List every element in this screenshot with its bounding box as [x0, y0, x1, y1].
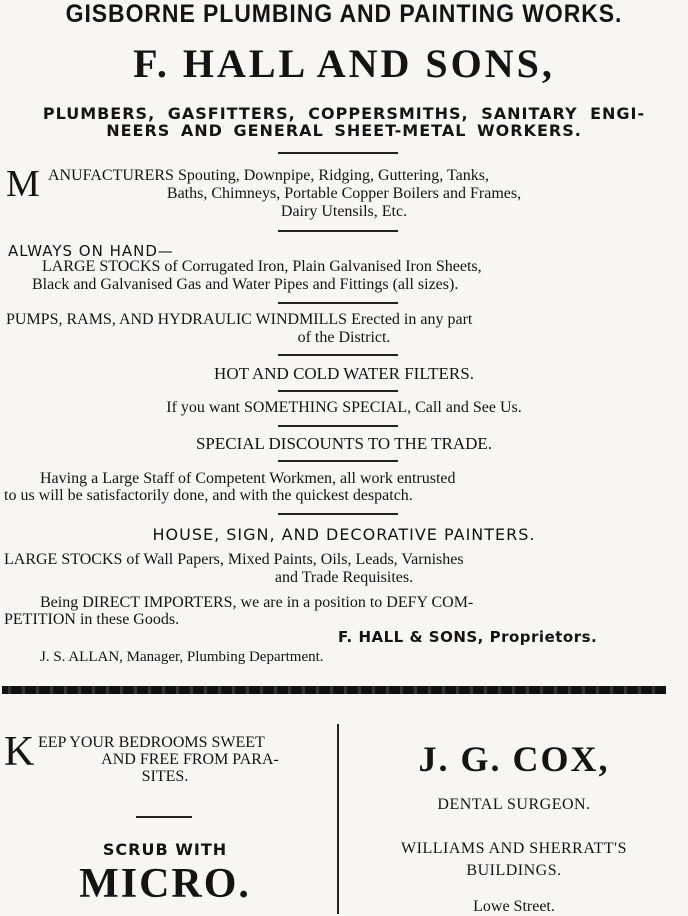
divider — [278, 302, 398, 304]
staff-line-2: to us will be satisfactorily done, and with the quickest despatch. — [4, 487, 413, 504]
stocks-line-2: Black and Galvanised Gas and Water Pipes and Fittings (all sizes). — [32, 276, 459, 293]
wallpapers-line-1: LARGE STOCKS of Wall Papers, Mixed Paints, Oils, Leads, Varnishes — [4, 551, 464, 568]
staff-line-1: Having a Large Staff of Competent Workmen, all work entrusted — [40, 470, 456, 487]
manufacturers-line-2: Baths, Chimneys, Portable Copper Boilers and Frames, — [166, 185, 522, 202]
address-line-1: WILLIAMS AND SHERRATT'S — [401, 840, 627, 857]
trades-line-1: PLUMBERS, GASFITTERS, COPPERSMITHS, SANITARY ENGI- — [42, 104, 646, 123]
manager-line: J. S. ALLAN, Manager, Plumbing Department. — [40, 649, 324, 665]
dentist-title: DENTAL SURGEON. — [437, 796, 591, 813]
trades-line-2: NEERS AND GENERAL SHEET-METAL WORKERS. — [106, 121, 582, 140]
always-on-hand: ALWAYS ON HAND— — [8, 242, 174, 260]
pumps-line-2: of the District. — [297, 329, 391, 346]
micro-line-3: SITES. — [141, 768, 189, 785]
painters-heading: HOUSE, SIGN, AND DECORATIVE PAINTERS. — [152, 525, 536, 544]
divider — [278, 354, 398, 356]
ad-heading: GISBORNE PLUMBING AND PAINTING WORKS. — [65, 0, 623, 28]
importers-line-1: Being DIRECT IMPORTERS, we are in a position to DEFY COM- — [40, 594, 474, 611]
micro-line-1: EEP YOUR BEDROOMS SWEET — [38, 734, 265, 751]
street: Lowe Street. — [473, 898, 555, 915]
water-filters: HOT AND COLD WATER FILTERS. — [214, 364, 474, 383]
trade-discounts: SPECIAL DISCOUNTS TO THE TRADE. — [195, 434, 493, 453]
manufacturers-line-1: ANUFACTURERS Spouting, Downpipe, Ridging, Guttering, Tanks, — [48, 167, 489, 184]
importers-line-2: PETITION in these Goods. — [4, 611, 180, 628]
divider — [278, 152, 398, 154]
divider — [278, 390, 398, 392]
divider — [278, 460, 398, 462]
manufacturers-line-3: Dairy Utensils, Etc. — [280, 203, 408, 220]
dentist-name: J. G. COX, — [418, 739, 610, 779]
divider — [278, 513, 398, 515]
stocks-line-1: LARGE STOCKS of Corrugated Iron, Plain Galvanised Iron Sheets, — [42, 258, 482, 275]
drop-cap-k: K — [4, 729, 35, 775]
address-line-2: BUILDINGS. — [466, 862, 562, 879]
drop-cap-m: M — [6, 163, 40, 205]
divider — [278, 230, 398, 232]
firm-name: F. HALL AND SONS, — [133, 41, 555, 86]
section-separator — [2, 686, 666, 694]
scrub-with: SCRUB WITH — [102, 840, 228, 859]
proprietors: F. HALL & SONS, Proprietors. — [338, 628, 598, 646]
micro-line-2: AND FREE FROM PARA- — [101, 751, 279, 768]
divider — [278, 425, 398, 427]
pumps-line-1: PUMPS, RAMS, AND HYDRAULIC WINDMILLS Erected in any part — [6, 311, 473, 328]
micro-product: MICRO. — [79, 861, 251, 907]
divider — [136, 816, 192, 818]
wallpapers-line-2: and Trade Requisites. — [274, 569, 414, 586]
something-special: If you want SOMETHING SPECIAL, Call and See Us. — [166, 399, 522, 416]
